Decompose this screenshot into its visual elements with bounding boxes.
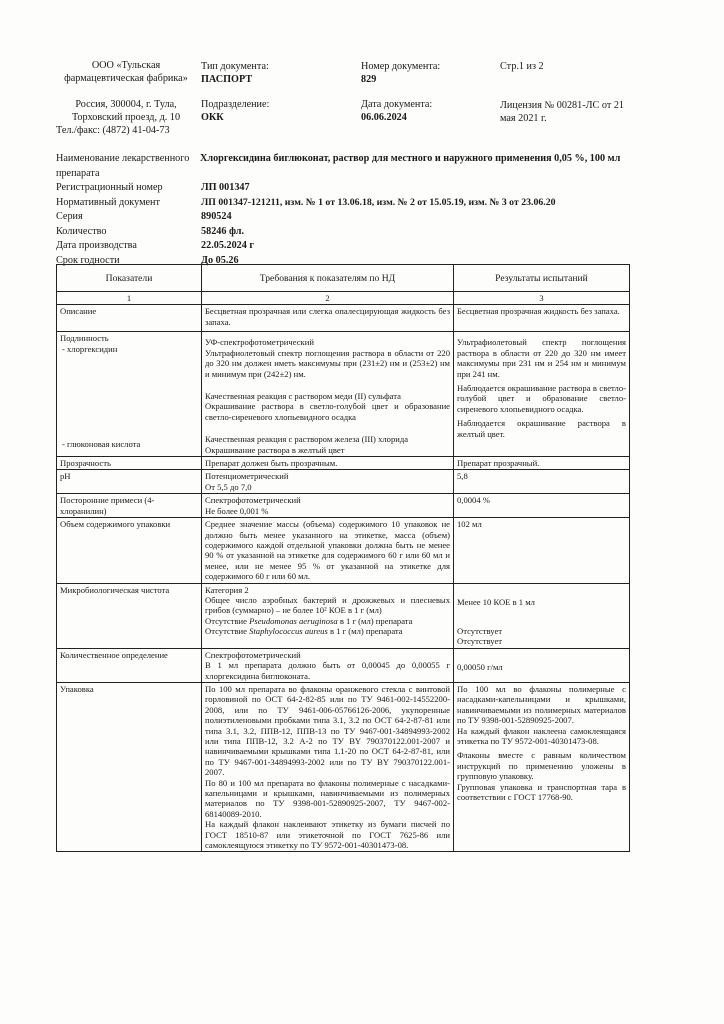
- result-cell: 102 мл: [454, 518, 630, 583]
- param-cell: Объем содержимого упаковки: [57, 518, 202, 583]
- req-copper-text: Окрашивание раствора в светло-голубой цвет и образование светло-сиреневого хлопьевидного осадка: [205, 401, 450, 422]
- quantity-label: Количество: [56, 225, 107, 237]
- reg-number-label: Регистрационный номер: [56, 182, 163, 193]
- req-method: Спектрофотометрический: [205, 495, 301, 506]
- expiry-value: До 05.26: [201, 254, 239, 266]
- normdoc-label: Нормативный документ: [56, 196, 160, 208]
- req-value: В 1 мл препарата должно быть от 0,00045 до 0,00055 г хлоргексидина биглюконата.: [205, 660, 450, 681]
- production-date-value: 22.05.2024 г: [201, 240, 255, 251]
- param-cell: Микробиологическая чистота: [57, 583, 202, 648]
- req-uv-text: Ультрафиолетовый спектр поглощения раствора в области от 220 до 320 нм должен иметь максимумы при (231±2) нм и (253±2) нм и минимум при (242±2) нм.: [205, 347, 450, 379]
- param-cell: Прозрачность: [57, 457, 202, 470]
- license: Лицензия № 00281-ЛС от 21 мая 2021 г.: [500, 100, 625, 124]
- page-number: Стр.1 из 2: [500, 61, 544, 72]
- table-row-volume: [57, 518, 630, 583]
- res-bottles: По 100 мл во флаконы полимерные с насадками-капельницами и крышками, навинчиваемыми из полимерных материалов по ТУ 9398-001-52890925-2007.: [457, 683, 626, 726]
- req-pseudomonas: [205, 616, 450, 626]
- result-cell: [454, 648, 630, 682]
- res-group-packaging: Групповая упаковка и транспортная тара в соответствии с ГОСТ 17768-90.: [457, 781, 626, 803]
- res-uv-text: Ультрафиолетовый спектр поглощения раствора в области от 220 до 320 нм имеет максимумы при 231 нм и 254 нм и минимум при 241 нм.: [457, 337, 626, 379]
- result-cell: 5,8: [454, 470, 630, 494]
- quantity-value: 58246 фл.: [201, 225, 245, 237]
- res-total-count: Менее 10 КОЕ в 1 мл: [457, 596, 535, 607]
- res-value: 0,00050 г/мл: [457, 661, 503, 672]
- requirement-cell: Среднее значение массы (объема) содержимого 10 упаковок не должно быть менее указанного на этикетке, масса (объем) содержимого каждой отдельной упаковки должна быть не менее 90 % от указанной на этикетке для содержимого 60 г или 60 мл и менее, или не менее 95 % от указанной на этикетке для содержимого 60 г или 60 мл.: [202, 518, 454, 583]
- req-method: Спектрофотометрический: [205, 649, 301, 660]
- req-staphylococcus: [205, 626, 450, 636]
- company-name: ООО «Тульская фармацевтическая фабрика»: [64, 60, 188, 84]
- col-header-results: Результаты испытаний: [454, 265, 630, 292]
- series-value: 890524: [201, 211, 232, 222]
- col-header-parameters: Показатели: [57, 265, 202, 292]
- param-sub-gluconic-acid: - глюконовая кислота: [62, 439, 141, 450]
- result-cell: [454, 332, 630, 457]
- requirement-cell: [202, 470, 454, 494]
- organism-name: Pseudomonas aeruginosa: [249, 615, 338, 626]
- res-label: На каждый флакон наклеена самоклеящаяся этикетка по ТУ 9572-001-40301473-08.: [457, 725, 626, 746]
- table-row-transparency: [57, 457, 630, 470]
- table-row-packaging: [57, 682, 630, 852]
- requirement-cell: [202, 332, 454, 457]
- table-row-identity: [57, 332, 630, 457]
- company-address: Россия, 300004, г. Тула, Торховский проезд, д. 10: [71, 99, 181, 123]
- res-instructions: Флаконы вместе с равным количеством инструкций по применению уложены в групповую упаковку.: [457, 750, 626, 782]
- req-polymer-bottles: По 80 и 100 мл препарата во флаконы полимерные с насадками-капельницами и крышками, навинчиваемыми из полимерных материалов по ТУ 9398-001-52890925-2007, ТУ 9467-002-68140089-2010.: [205, 777, 450, 819]
- req-iron-method: Качественная реакция с раствором железа (III) хлорида: [205, 434, 409, 445]
- quality-table: [56, 264, 630, 852]
- req-prefix: Отсутствие: [205, 626, 247, 637]
- doc-date-value: 06.06.2024: [361, 112, 407, 123]
- result-cell: [454, 583, 630, 648]
- col-number: 1: [57, 292, 202, 305]
- res-staphylococcus: Отсутствует: [457, 636, 503, 647]
- organism-name: Staphylococcus aureus: [249, 626, 328, 637]
- req-copper-method: Качественная реакция с раствором меди (II) сульфата: [205, 391, 401, 402]
- product-info: [56, 152, 656, 268]
- series-label: Серия: [56, 211, 83, 222]
- req-prefix: Отсутствие: [205, 615, 247, 626]
- param-cell: Описание: [57, 305, 202, 332]
- req-glass-bottles: По 100 мл препарата во флаконы оранжевого стекла с винтовой горловиной по ОСТ 64-2-82-85 или по ТУ 9461-002-14552200-2008, или по ТУ 9461-006-05766126-2006, укупоренные полиэтиленовыми пробками типа 3.1, 3.2 по ОСТ 64-2-87-81 или типа 3.1, 3.2, ППВ-12, ППВ-13 по ТУ 9467-001-34894993-2002 или типа ППВ-12, 3.2 А-2 по ТУ BY 790370122.001-2007 и навинчиваемыми крышками типа 1.1-20 по ОСТ 64-2-87-81, или по ТУ 9467-001-34894993-2002 или по ТУ BY 790370122.001-2007.: [205, 683, 450, 778]
- expiry-label: Срок годности: [56, 254, 120, 266]
- req-uv-method: УФ-спектрофотометрический: [205, 337, 314, 348]
- requirement-cell: Препарат должен быть прозрачным.: [202, 457, 454, 470]
- req-value: Не более 0,001 %: [205, 505, 269, 516]
- col-number: 2: [202, 292, 454, 305]
- param-cell: Посторонние примеси (4-хлоранилин): [57, 494, 202, 518]
- table-row-ph: [57, 470, 630, 494]
- normdoc-value: ЛП 001347-121211, изм. № 1 от 13.06.18, изм. № 2 от 15.05.19, изм. № 3 от 23.06.20: [201, 196, 556, 208]
- doc-type-value: ПАСПОРТ: [201, 74, 253, 85]
- doc-date-label: Дата документа:: [361, 99, 433, 110]
- requirement-cell: [202, 583, 454, 648]
- table-row-impurities: [57, 494, 630, 518]
- doc-number-value: 829: [361, 74, 377, 85]
- res-copper-text: Наблюдается окрашивание раствора в светло-голубой цвет и образование светло-сиреневого хлопьевидного осадка.: [457, 383, 626, 414]
- param-cell: [57, 332, 202, 457]
- param-cell: Упаковка: [57, 682, 202, 852]
- company-phone: Тел./факс: (4872) 41-04-73: [56, 125, 170, 136]
- param-sub-chlorhexidine: - хлоргексидин: [62, 343, 118, 354]
- table-row-description: [57, 305, 630, 332]
- param-cell: pH: [57, 470, 202, 494]
- req-suffix: в 1 г (мл) препарата: [329, 626, 403, 637]
- res-iron-text: Наблюдается окрашивание раствора в желтый цвет.: [457, 418, 626, 439]
- requirement-cell: [202, 648, 454, 682]
- req-category: Категория 2: [205, 584, 249, 595]
- req-total-count: Общее число аэробных бактерий и дрожжевых и плесневых грибов (суммарно) – не более 10² КОЕ в 1 г (мл): [205, 594, 450, 616]
- product-name-label: Наименование лекарственного препарата: [56, 153, 190, 179]
- reg-number-value: ЛП 001347: [201, 182, 250, 193]
- department-label: Подразделение:: [201, 99, 270, 110]
- req-labels: На каждый флакон наклеивают этикетку из бумаги писчей по ГОСТ 18510-87 или этикеточной по ГОСТ 7625-86 или самоклеящуюся этикетку по ТУ 9572-001-40301473-08.: [205, 819, 450, 851]
- table-row-assay: [57, 648, 630, 682]
- req-iron-text: Окрашивание раствора в желтый цвет: [205, 444, 345, 455]
- req-method: Потенциометрический: [205, 471, 289, 482]
- res-pseudomonas: Отсутствует: [457, 625, 503, 636]
- requirement-cell: [202, 494, 454, 518]
- requirement-cell: [202, 682, 454, 852]
- req-suffix: в 1 г (мл) препарата: [339, 615, 413, 626]
- doc-number-label: Номер документа:: [361, 61, 441, 72]
- col-header-requirements: Требования к показателям по НД: [202, 265, 454, 292]
- department-value: ОКК: [201, 112, 224, 123]
- result-cell: Препарат прозрачный.: [454, 457, 630, 470]
- col-number: 3: [454, 292, 630, 305]
- product-name-value: Хлоргексидина биглюконат, раствор для местного и наружного применения 0,05 %, 100 мл: [200, 153, 621, 164]
- result-cell: Бесцветная прозрачная жидкость без запаха.: [454, 305, 630, 332]
- param-cell: Количественное определение: [57, 648, 202, 682]
- result-cell: [454, 682, 630, 852]
- req-value: От 5,5 до 7,0: [205, 481, 252, 492]
- table-header-row: [57, 265, 630, 292]
- table-row-microbiology: [57, 583, 630, 648]
- requirement-cell: Бесцветная прозрачная или слегка опалесцирующая жидкость без запаха.: [202, 305, 454, 332]
- result-cell: 0,0004 %: [454, 494, 630, 518]
- param-title: Подлинность: [60, 333, 109, 344]
- doc-type-label: Тип документа:: [201, 61, 269, 72]
- production-date-label: Дата производства: [56, 240, 137, 251]
- column-numbers-row: [57, 292, 630, 305]
